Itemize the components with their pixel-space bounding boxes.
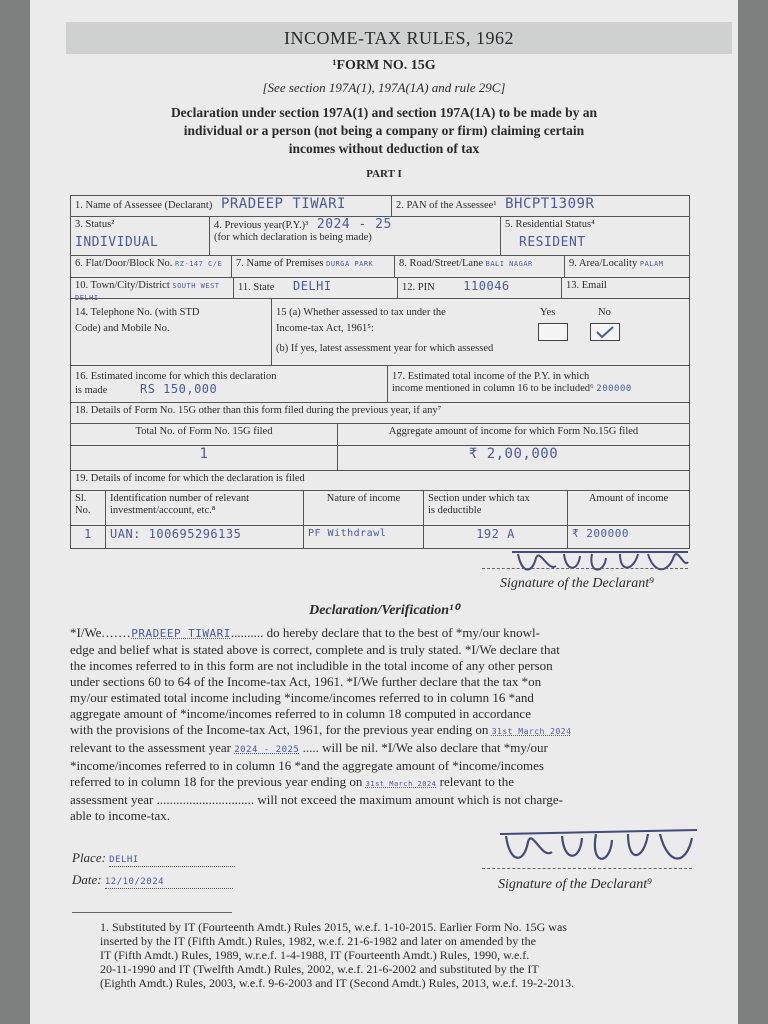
field-estimated-income-label-2: is made — [75, 385, 108, 396]
field-previous-year-value: 2024 - 25 — [316, 217, 392, 232]
f19-section-header-2: is deductible — [428, 505, 482, 516]
declarant-signature-2 — [492, 820, 707, 881]
field-road-cell — [394, 255, 565, 278]
field-road-value: BALI NAGAR — [485, 260, 533, 268]
f19-row1-id-cell — [105, 525, 304, 549]
f19-sl-header-cell — [70, 490, 106, 526]
field-pan-label: 2. PAN of the Assessee¹ — [396, 200, 497, 211]
see-section: [See section 197A(1), 197A(1A) and rule 29C] — [262, 80, 506, 95]
f19-row1-sl: 1 — [84, 527, 92, 541]
field-estimated-income-cell — [70, 365, 388, 403]
signature-label-2: Signature of the Declarant⁹ — [498, 877, 653, 892]
declaration-line-12: able to income-tax. — [70, 808, 170, 823]
field-town-label: 10. Town/City/District — [75, 280, 170, 291]
field-estimated-income-label-1: 16. Estimated income for which this declaration — [75, 371, 277, 382]
declaration-line-3: the incomes referred to in this form are not includible in the total income of any other person — [70, 658, 553, 673]
field-form15g-details-cell — [70, 402, 690, 424]
field-estimated-total-label-2: income mentioned in column 16 to be included⁶ — [392, 383, 594, 394]
signature-scribble-icon — [508, 544, 698, 580]
field-state-label: 11. State — [238, 282, 275, 293]
yes-label: Yes — [540, 307, 556, 318]
f19-section-header-1: Section under which tax — [428, 493, 530, 504]
field-previous-year-label: 4. Previous year(P.Y.)³ — [214, 220, 309, 231]
field-pin-cell — [397, 277, 562, 299]
field-assessed-label-2: Income-tax Act, 1961⁵: — [276, 323, 374, 334]
field-premises-label: 7. Name of Premises — [236, 258, 324, 269]
f18-col1-value-cell — [70, 445, 338, 471]
f19-row1-nature: PF Withdrawl — [308, 528, 387, 539]
declaration-line-9: *income/incomes referred to in column 16 *and the aggregate amount of *income/incomes — [70, 758, 544, 773]
field-status-cell — [70, 216, 210, 256]
rules-title: INCOME-TAX RULES, 1962 — [66, 22, 732, 54]
field-telephone-label-2: Code) and Mobile No. — [75, 323, 170, 334]
declaration-line-8-start: relevant to the assessment year — [70, 740, 231, 755]
declaration-line-10-end: relevant to the — [439, 774, 514, 789]
declaration-title-line-2: individual or a person (not being a company or firm) claiming certain — [183, 123, 585, 138]
field-pin-value: 110046 — [463, 279, 510, 293]
declaration-heading: Declaration/Verification¹⁰ — [309, 603, 459, 618]
f19-sl-header-1: Sl. — [75, 493, 87, 504]
f18-col2-header: Aggregate amount of income for which Form No.15G filed — [388, 426, 639, 437]
field-pin-label: 12. PIN — [402, 282, 435, 293]
signature-line-2 — [482, 868, 692, 869]
declaration-line-11-start: assessment year — [70, 792, 154, 807]
field-name-label: 1. Name of Assessee (Declarant) — [75, 200, 213, 211]
declaration-title-line-1: Declaration under section 197A(1) and section 197A(1A) to be made by an — [170, 105, 598, 120]
f19-id-header-1: Identification number of relevant — [110, 493, 250, 504]
field-name-value: PRADEEP TIWARI — [220, 196, 346, 212]
field-area-value: PALAM — [639, 260, 664, 268]
f19-nature-header: Nature of income — [326, 493, 401, 504]
footnote-line-1: 1. Substituted by IT (Fourteenth Amdt.) Rules 2015, w.e.f. 1-10-2015. Earlier Form No. 15G was — [100, 920, 567, 934]
field-form15g-details-label: 18. Details of Form No. 15G other than this form filed during the previous year, if any⁷ — [75, 405, 442, 416]
f19-row1-sl-cell — [70, 525, 106, 549]
field-telephone-cell — [70, 298, 272, 366]
f18-col1-header-cell — [70, 423, 338, 446]
field-email-cell — [561, 277, 690, 299]
field-town-cell — [70, 277, 234, 302]
declaration-line-7-text: with the provisions of the Income-tax Act, 1961, for the previous year ending on — [70, 722, 489, 737]
declaration-title-line-3: incomes without deduction of tax — [288, 141, 480, 156]
place-value: DELHI — [109, 855, 139, 865]
field-residential-status-cell — [500, 216, 690, 256]
declaration-body — [70, 625, 704, 824]
f19-section-header-cell — [423, 490, 568, 526]
assessment-year-filled: 2024 - 2025 — [234, 745, 300, 755]
place-row — [72, 850, 235, 867]
f19-row1-id: UAN: 100695296135 — [110, 527, 242, 541]
field-estimated-income-value: RS 150,000 — [140, 382, 218, 396]
field-flat-value: RZ-147 C/E — [175, 260, 223, 268]
yes-checkbox — [538, 323, 568, 341]
declarant-name-filled: PRADEEP TIWARI — [131, 627, 231, 640]
field-name-cell — [70, 195, 392, 217]
declaration-line-11-end: will not exceed the maximum amount which is not charge- — [257, 792, 563, 807]
signature-line-1 — [482, 568, 688, 569]
f18-col1-header: Total No. of Form No. 15G filed — [135, 426, 273, 437]
f19-row1-nature-cell — [303, 525, 424, 549]
field-town-value: SOUTH WEST DELHI — [75, 282, 220, 302]
no-label: No — [598, 307, 611, 318]
f19-id-header-2: investment/account, etc.⁸ — [110, 505, 216, 516]
footnote-divider — [72, 912, 232, 913]
field-pan-value: BHCPT1309R — [505, 196, 595, 212]
field-assessed-label-1: 15 (a) Whether assessed to tax under the — [276, 307, 446, 318]
footnote-line-3: IT (Fifth Amdt.) Rules, 1989, w.r.e.f. 1-4-1988, IT (Fourteenth Amdt.) Rules, 1990, w.e.f. — [100, 948, 530, 962]
f19-row1-amount: ₹ 200000 — [572, 527, 629, 540]
document-page — [30, 0, 738, 1024]
field-assessed-cell — [271, 298, 690, 366]
f19-amount-header: Amount of income — [588, 493, 669, 504]
declaration-line-10-start: referred to in column 18 for the previous year ending on — [70, 774, 363, 789]
field-state-cell — [233, 277, 398, 299]
footnote-line-5: (Eighth Amdt.) Rules, 2003, w.e.f. 9-6-2003 and IT (Second Amdt.) Rules, 2013, w.e.f. 19-2-2013. — [100, 976, 575, 990]
declaration-line-7 — [70, 722, 704, 740]
place-label: Place: — [72, 850, 106, 865]
check-mark-icon — [591, 324, 619, 340]
previous-year-ending-filled-2: 31st March 2024 — [365, 780, 437, 788]
footnote-line-4: 20-11-1990 and IT (Twelfth Amdt.) Rules, 2002, w.e.f. 21-6-2002 and substituted by the IT — [100, 962, 539, 976]
field-status-value: INDIVIDUAL — [75, 235, 159, 250]
f18-col2-value: ₹ 2,00,000 — [468, 446, 559, 462]
field-road-label: 8. Road/Street/Lane — [399, 258, 483, 269]
declaration-line-6: aggregate amount of *income/incomes referred to in column 18 computed in accordance — [70, 706, 531, 721]
field-income-details-label: 19. Details of income for which the declaration is filed — [75, 473, 305, 484]
date-value: 12/10/2024 — [104, 877, 165, 887]
field-assessment-year-label: (b) If yes, latest assessment year for which assessed — [276, 343, 494, 354]
footnote — [100, 920, 710, 990]
field-flat-cell — [70, 255, 232, 278]
field-previous-year-cell — [209, 216, 501, 256]
footnote-line-2: inserted by the IT (Fifth Amdt.) Rules, 1982, w.e.f. 21-6-1982 and later on amended by the — [100, 934, 536, 948]
field-status-label: 3. Status² — [75, 219, 115, 230]
f19-sl-header-2: No. — [75, 505, 91, 516]
no-checkbox — [590, 323, 620, 341]
date-label: Date: — [72, 872, 102, 887]
field-residential-status-value: RESIDENT — [519, 235, 586, 250]
declaration-line-1-end: do hereby declare that to the best of *my/our knowl- — [266, 625, 540, 640]
declaration-line-11: assessment year .............................. will not exceed the maximum amount which is not charge- — [70, 792, 563, 807]
f19-row1-section: 192 A — [476, 527, 515, 541]
field-state-value: DELHI — [292, 279, 332, 293]
declaration-line-1: *I/We.......PRADEEP TIWARI.......... do hereby declare that to the best of *my/our knowl- — [70, 625, 540, 640]
f18-col1-value: 1 — [199, 446, 209, 462]
declaration-line-8: relevant to the assessment year 2024 - 2025 ..... will be nil. *I/We also declare that *my/our — [70, 740, 548, 755]
declaration-line-10 — [70, 774, 704, 792]
field-estimated-total-label-1: 17. Estimated total income of the P.Y. in which — [392, 371, 590, 382]
field-estimated-total-value: 200000 — [596, 384, 632, 394]
field-previous-year-sublabel: (for which declaration is being made) — [214, 232, 372, 243]
field-income-details-cell — [70, 470, 690, 491]
field-email-label: 13. Email — [566, 280, 607, 291]
field-area-cell — [564, 255, 690, 278]
previous-year-ending-filled: 31st March 2024 — [491, 727, 572, 736]
field-flat-label: 6. Flat/Door/Block No. — [75, 258, 173, 269]
date-row — [72, 872, 233, 889]
field-telephone-label-1: 14. Telephone No. (with STD — [75, 307, 200, 318]
part-heading: PART I — [366, 168, 402, 180]
f19-nature-header-cell — [303, 490, 424, 526]
declaration-line-4: under sections 60 to 64 of the Income-tax Act, 1961. *I/We further declare that the tax *on — [70, 674, 542, 689]
signature-label-1: Signature of the Declarant⁹ — [500, 576, 655, 591]
f18-col2-value-cell — [337, 445, 690, 471]
f18-col2-header-cell — [337, 423, 690, 446]
f19-id-header-cell — [105, 490, 304, 526]
field-residential-status-label: 5. Residential Status⁴ — [505, 219, 595, 230]
field-estimated-total-cell — [387, 365, 690, 403]
declaration-line-2: edge and belief what is stated above is correct, complete and is truly stated. *I/We declare that — [70, 642, 560, 657]
field-pan-cell — [391, 195, 690, 217]
declaration-line-8-end: will be nil. *I/We also declare that *my/our — [322, 740, 548, 755]
f19-amount-header-cell — [567, 490, 690, 526]
declaration-line-1-start: *I/We — [70, 625, 102, 640]
field-premises-value: DURGA PARK — [326, 260, 374, 268]
field-premises-cell — [231, 255, 395, 278]
field-area-label: 9. Area/Locality — [569, 258, 638, 269]
form-number: ¹FORM NO. 15G — [332, 58, 436, 73]
declaration-line-5: my/our estimated total income including *income/incomes referred to in column 16 *and — [70, 690, 534, 705]
